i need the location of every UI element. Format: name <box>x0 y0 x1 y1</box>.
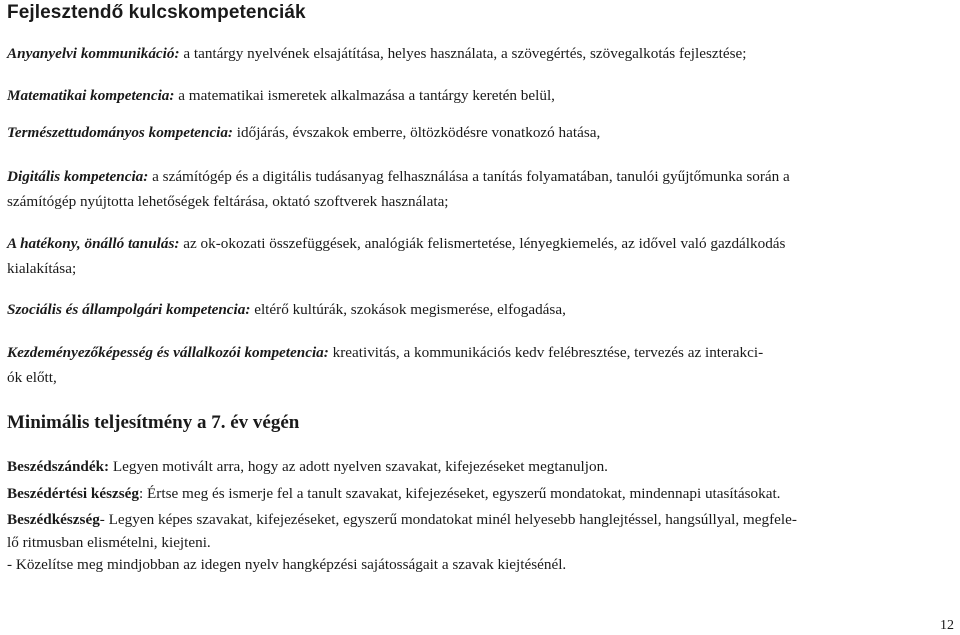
competency-text-continued: számítógép nyújtotta lehetőségek feltárása, oktató szoftverek használata; <box>7 193 449 210</box>
competency-item <box>7 297 955 322</box>
competency-term: A hatékony, önálló tanulás: <box>7 235 180 252</box>
competency-term: Természettudományos kompetencia: <box>7 124 233 141</box>
competency-text: a számítógép és a digitális tudásanyag felhasználása a tanítás folyamatában, tanulói gyűjtőmunka során a <box>148 168 790 185</box>
competency-term: Kezdeményezőképesség és vállalkozói kompetencia: <box>7 344 329 361</box>
requirement-item <box>7 455 955 478</box>
competency-term: Matematikai kompetencia: <box>7 87 175 104</box>
competency-text: eltérő kultúrák, szokások megismerése, elfogadása, <box>250 301 566 318</box>
competency-text-continued: ók előtt, <box>7 369 57 386</box>
competency-item <box>7 41 955 66</box>
competency-text: kreativitás, a kommunikációs kedv felébresztése, tervezés az interakci- <box>328 344 764 361</box>
competency-item <box>7 83 955 108</box>
requirement-text: - Legyen képes szavakat, kifejezéseket, egyszerű mondatokat minél helyesebb hanglejtéssel, hangsúllyal, megfele- <box>99 511 797 528</box>
requirement-term: Beszédértési készség <box>7 485 140 502</box>
competency-text-continued: kialakítása; <box>7 260 77 277</box>
competency-text: az ok-okozati összefüggések, analógiák felismertetése, lényegkiemelés, az idővel való gazdálkodás <box>179 235 786 252</box>
heading-key-competencies: Fejlesztendő kulcskompetenciák <box>7 2 306 23</box>
requirement-text: Legyen motivált arra, hogy az adott nyelven szavakat, kifejezéseket megtanuljon. <box>109 458 608 475</box>
requirement-item <box>7 508 955 554</box>
competency-item <box>7 120 955 145</box>
competency-term: Anyanyelvi kommunikáció: <box>7 45 180 62</box>
competency-term: Szociális és állampolgári kompetencia: <box>7 301 251 318</box>
requirement-item <box>7 553 955 576</box>
requirement-text: : Értse meg és ismerje fel a tanult szavakat, kifejezéseket, egyszerű mondatokat, mindennapi utasításokat. <box>139 485 781 502</box>
competency-item <box>7 231 955 281</box>
competency-text: a tantárgy nyelvének elsajátítása, helyes használata, a szövegértés, szövegalkotás fejlesztése; <box>179 45 747 62</box>
competency-text: időjárás, évszakok emberre, öltözködésre vonatkozó hatása, <box>232 124 601 141</box>
competency-item <box>7 164 955 214</box>
competency-text: a matematikai ismeretek alkalmazása a tantárgy keretén belül, <box>174 87 555 104</box>
requirement-term: Beszédszándék: <box>7 458 110 475</box>
requirement-term: Beszédkészség <box>7 511 100 528</box>
requirement-text: - Közelítse meg mindjobban az idegen nyelv hangképzési sajátosságait a szavak kiejtésénél. <box>7 556 567 573</box>
requirement-item <box>7 482 955 505</box>
competency-item <box>7 340 955 390</box>
page-number: 12 <box>940 618 954 633</box>
requirement-text-continued: lő ritmusban elismételni, kiejteni. <box>7 534 211 551</box>
heading-minimum-performance: Minimális teljesítmény a 7. év végén <box>7 412 300 433</box>
competency-term: Digitális kompetencia: <box>7 168 149 185</box>
